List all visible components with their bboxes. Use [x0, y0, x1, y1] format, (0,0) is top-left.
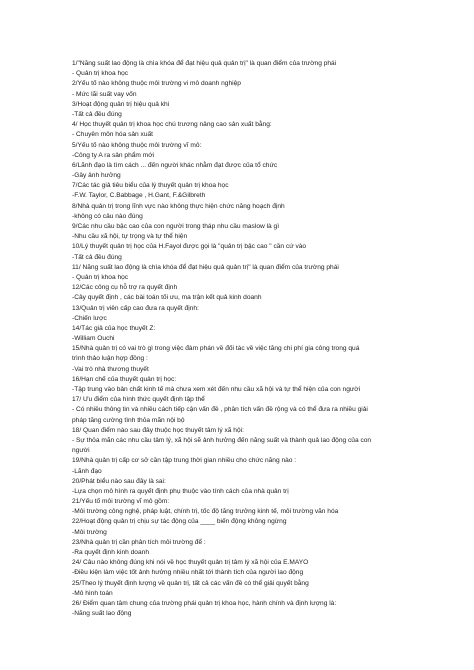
text-line: pháp tăng cường tình thỏa mãn nội bộ: [72, 416, 185, 424]
text-line: -Môi trường công nghệ, pháp luật, chính trị, tốc độ tăng trưởng kinh tế, môi trường văn hóa: [72, 508, 339, 516]
text-line: 13/Quản trị viên cấp cao đưa ra quyết định:: [72, 304, 199, 312]
text-line: 16/Hạn chế của thuyết quản trị học:: [72, 375, 177, 383]
text-line: 12/Các công cụ hỗ trợ ra quyết định: [72, 284, 178, 292]
text-line: -Điều kiện làm việc tốt ảnh hưởng nhiều nhất tới thành tích của người lao động: [72, 569, 304, 577]
text-line: - Sự thỏa mãn các nhu cầu tâm lý, xã hội sẽ ảnh hưởng đến năng suất và thành quả lao động của con: [72, 436, 372, 444]
text-line: 23/Nhà quản trị cần phân tích môi trường để :: [72, 538, 206, 546]
text-line: 11/ Năng suất lao động là chìa khóa để đạt hiệu quả quản trị" là quan điểm của trường phái: [72, 263, 339, 271]
text-line: 9/Các nhu cầu bậc cao của con người trong tháp nhu cầu maslow là gì: [72, 223, 280, 230]
text-line: 20/Phát biểu nào sau đây là sai:: [72, 477, 166, 485]
text-line: trình thảo luận hợp đồng :: [72, 355, 148, 363]
text-line: -Lựa chọn mô hình ra quyết định phụ thuộc vào tính cách của nhà quản trị: [72, 487, 289, 495]
text-line: 22/Hoạt động quản trị chịu sự tác động của ____ biến động không ngừng: [72, 518, 287, 526]
text-line: -Tập trung vào bản chất kinh tế mà chưa xem xét đến nhu cầu xã hội và tự thể hiện của con người: [72, 386, 361, 393]
text-line: -Năng suất lao động: [72, 610, 132, 618]
text-line: -F.W. Taylor, C.Babbage , H.Gant, F.&Gilbreth: [72, 192, 206, 200]
text-line: 14/Tác giả của học thuyết Z:: [72, 324, 156, 332]
text-line: -Nhu cầu xã hội, tự trọng và tự thể hiện: [72, 233, 188, 241]
text-line: -Cây quyết định , các bài toán tối ưu, ma trận kết quả kinh doanh: [72, 294, 262, 302]
text-line: 21/Yếu tố môi trường vĩ mô gồm:: [72, 498, 170, 506]
text-line: -Gây ảnh hưởng: [72, 172, 121, 180]
text-line: 8/Nhà quản trị trong lĩnh vực nào không thực hiện chức năng hoạch định: [72, 202, 285, 210]
text-line: người: [72, 447, 90, 455]
text-line: 4/ Học thuyết quản trị khoa học chú trương nâng cao sản xuất bằng:: [72, 121, 272, 129]
text-line: -Công ty A ra sản phẩm mới: [72, 151, 155, 159]
text-line: 26/ Điểm quan tâm chung của trường phái quản trị khoa học, hành chính và định lượng là:: [72, 599, 337, 607]
text-line: 5/Yếu tố nào không thuộc môi trường vĩ mô:: [72, 141, 202, 149]
text-line: -Mô hình toán: [72, 589, 113, 597]
text-line: 10/Lý thuyết quản trị học của H.Fayol được gọi là "quản trị bậc cao " cần cứ vào: [72, 243, 307, 251]
text-line: -William Ouchi: [72, 335, 115, 343]
text-line: 2/Yếu tố nào không thuộc môi trường vi mô doanh nghiệp: [72, 80, 241, 88]
text-line: - Có nhiều thông tin và nhiều cách tiếp cận vấn đề , phân tích vấn đề rộng và có thể đưa ra nhiều giải: [72, 406, 368, 414]
text-line: - Quản trị khoa học: [72, 70, 129, 78]
text-line: -Ra quyết định kinh doanh: [72, 549, 149, 556]
text-line: -không có câu nào đúng: [72, 212, 143, 220]
text-line: 1/"Năng suất lao động là chìa khóa để đạt hiệu quả quản trị" là quan điểm của trường phái: [72, 60, 337, 67]
text-line: -Vai trò nhà thương thuyết: [72, 365, 149, 373]
text-line: 19/Nhà quản trị cấp cơ sở cần tập trung thời gian nhiều cho chức năng nào :: [72, 457, 297, 465]
text-line: 6/Lãnh đạo là tìm cách ... đến người khác nhằm đạt được của tổ chức: [72, 161, 278, 169]
text-line: -Tất cả đều đúng: [72, 110, 122, 118]
text-line: 7/Các tác giả tiêu biểu của lý thuyết quản trị khoa học: [72, 182, 229, 190]
text-line: 17/ Ưu điểm của hình thức quyết định tập thể: [72, 396, 205, 404]
text-line: 15/Nhà quản trị có vai trò gì trong việc đàm phán về đối tác về việc tăng chi phí gia công trong quá: [72, 345, 360, 353]
text-line: 24/ Câu nào không đúng khi nói về học thuyết quản trị tâm lý xã hội của E.MAYO: [72, 559, 309, 567]
text-line: - Quản trị khoa học: [72, 273, 129, 281]
text-line: 3/Hoạt động quản trị hiệu quả khi: [72, 100, 170, 108]
text-line: 18/ Quan điểm nào sau đây thuộc học thuyết tâm lý xã hội:: [72, 426, 244, 434]
text-line: 25/Theo lý thuyết định lượng về quản trị, tất cả các vấn đề có thể giải quyết bằng: [72, 579, 309, 587]
text-line: -Môi trường: [72, 528, 107, 536]
text-line: -Chiến lược: [72, 314, 107, 322]
text-line: - Mức lãi suất vay vốn: [72, 90, 137, 98]
text-line: -Lãnh đạo: [72, 467, 102, 475]
text-line: - Chuyên môn hóa sản xuất: [72, 131, 154, 139]
text-line: -Tất cả đều đúng: [72, 253, 122, 261]
